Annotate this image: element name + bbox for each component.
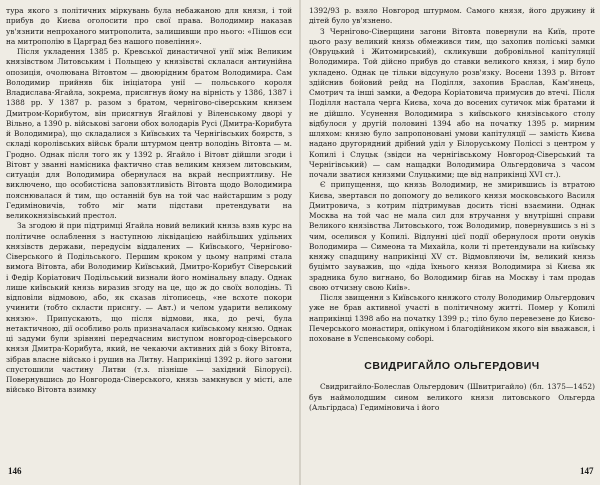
- right-paragraph-2: З Чернігово-Сіверщини загони Вітовта повернули на Київ, проте цього разу великий князь обмежився тим, що захопив поліські замки (Овруцький і Житомирський), скликувши добровільної капітуляції Володимира. Той дійсно прибув до ставки великого князя, і мир було укладено. Однак це тільки відсунуло розв'язку. Восени 1393 р. Вітовт здійснив бойовий рейд на Поділля, захопив Браслав, Кам'янець, Смотрич та інші замки, а Федора Коріатовича примусив до втечі. Після Поділля настала черга Києва, хоча до восених сутичок між братами й не дійшло. Усунення Володимира з київського князівського столу відбулося у другій половині 1394 або на початку 1395 р. мирним шляхом: князю було запропоновані умови капітуляції — замість Києва надано другорядний дрібний уділ у Білоруському Поліссі з центром у Копилі і Слуцьк (звідси на чернігівському Новгород-Сіверський та Чернігівський) — сам нащадки Володимира Ольгердовича з часом почали зватися князями Слуцькими; ще від наприкінці XVI ст.).: [309, 26, 595, 179]
- left-paragraph-3: За згодою й при підтримці Ягайла новий великий князь взяв курс на політичне ослаблення з наступною ліквідацією найбільших удільних князівств держави, передусім віддалених — Київського, Чернігово-Сіверського й Подільського. Першим кроком у цьому напрямі стала вимога Вітовта, аби Володимир Київський, Дмитро-Корибут Сіверський і Федір Коріатович Подільський визнали його номінальну владу. Однак лише київський князь виразив згоду на це, що ж до своїх володінь. Ті відповіли відмовою, або, як сказав літописець, «не всхоте покори учинити (тобто скласти присягу. — Авт.) и челом ударити великому князю». Припускають, що після відмови, яка, до речі, була нетактичною, дії особливо роль призначалася київському князю. Однак ці задуми були зрівняні передчасним виступом новгород-сіверського князя Дмитра-Корибута, який, не чекаючи активних дій з боку Вітовта, зібрав власне військо і рушив на Литву. Наприкінці 1392 р. його загони спустошили частину Литви (т.з. пізніше — західний Білорусі). Повернувшись до Новгорода-Сіверського, князь замкнувся у місті, але військо Вітовта взимку: [6, 221, 292, 395]
- section-heading: СВИДРИГАЙЛО ОЛЬГЕРДОВИЧ: [364, 360, 540, 373]
- right-page-number: 147: [580, 466, 594, 476]
- book-gutter: [299, 0, 301, 485]
- right-paragraph-1: 1392/93 р. взяло Новгород штурмом. Самого князя, його дружину й дітей було ув'язнено.: [309, 6, 595, 26]
- left-paragraph-2: Після укладення 1385 р. Кревської династичної унії між Великим князівством Литовським і Польщею у князівстві склалася антиунійна опозиція, очолювана Вітовтом — двоюрідним братом Володимира. Сам Володимир прийняв бік ініціатора унії — польського короля Владислава-Ягайла, зокрема, присягнув йому на вірність у 1386, 1387 і 1388 рр. У 1387 р. разом з братом, чернігово-сіверським князем Дмитром-Корибутом, він присягнув Ягайлові у Віленському дворі у Вільно, а 1390 р. військові загони обох володарів Русі (Дмитра-Корибута й Володимира), що складалися з Київських та Чернігівських боярств, з складі королівських військ брали штурмом центр володінь Вітовта — м. Гродно. Однак після того як у 1392 р. Ягайло і Вітовт дійшли згоди і Вітовт у званні намісника фактично став великим князем литовським, ситуація для Володимира обернулася на вкрай несприятливу. Не виключено, що особистісна заповзятливість Вітовта щодо Володимира пояснювалася й тим, що останній був на той час найстаршим з роду Гедиміновичів, тобто міг мати підстави претендувати на великокнязівський престол.: [6, 47, 292, 220]
- right-page: [309, 6, 595, 472]
- left-paragraph-1: тура якого з політичних міркувань була небажаною для князя, і той прибув до Києва оголосити про свої права. Володимир наказав ув'язнити непроханого митрополита, залишивши про нього: «Пішов єси на митрополію в Царград без нашого повеління».: [6, 6, 292, 46]
- right-paragraph-4: Після звищення з Київського княжого столу Володимир Ольгердович уже не брав активної участі в політичному житті. Помер у Копилі наприкінці 1398 або на початку 1399 р.; тіло було перевезене до Києво-Печерського монастиря, опікуном і благодійником якого він вважався, і поховане в Успенському соборі.: [309, 293, 595, 343]
- left-page-number: 146: [8, 466, 22, 476]
- left-page: [6, 6, 292, 472]
- right-paragraph-5: Свидригайло-Болеслав Ольгердович (Швитригайло) (бл. 1375—1452) був наймолодшим сином великого князя литовського Ольгерда (Альгірдаса) Гедиміновича і його: [309, 382, 595, 412]
- right-paragraph-3: Є припущення, що князь Володимир, не змирившись із втратою Києва, звертався по допомогу до великого князя московського Василя Дмитровича, з котрим підтримував досить тісні взаємини. Однак Москва на той час не мала сил для втручання у внутрішні справи Великого князівства Литовського, тож Володимир, повернувшись з ні з чим, оселився у Копилі. Відлунні цієї події обернулося проти онуків Володимира — Симеона та Михайла, коли ті претендували на київську княжу спадщину наприкінці XV ст. Відмовляючи їм, великий князь буцімто зауважив, що «діда їхнього князя Володимира зі Києва як зрадника було вигнано, бо Володимир бігав на Москву і там продав свою отчизну свою Київ».: [309, 180, 595, 292]
